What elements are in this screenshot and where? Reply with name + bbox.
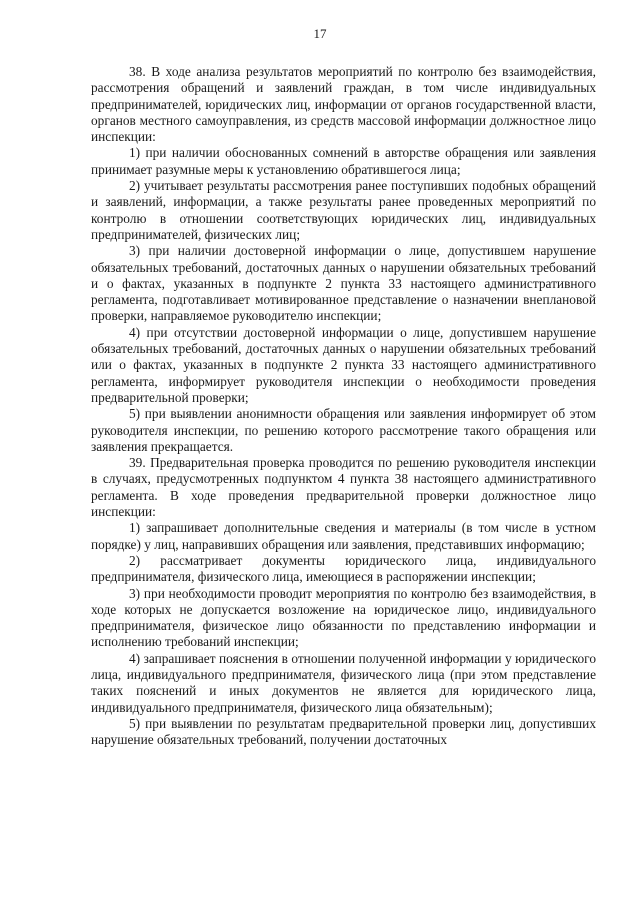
paragraph-38-intro: 38. В ходе анализа результатов мероприятий по контролю без взаимодействия, рассмотрения обращений и заявлений граждан, в том числе индивидуальных предпринимателей, юридических лиц, информации от органов государственной власти, органов местного самоуправления, из средств массовой информации должностное лицо инспекции:	[91, 64, 596, 145]
paragraph-38-item-1: 1) при наличии обоснованных сомнений в авторстве обращения или заявления принимает разумные меры к установлению обратившегося лица;	[91, 145, 596, 177]
paragraph-38-item-2: 2) учитывает результаты рассмотрения ранее поступивших подобных обращений и заявлений, информации, а также результаты ранее проведенных мероприятий по контролю в отношении соответствующих юридических лиц, индивидуальных предпринимателей, физических лиц;	[91, 178, 596, 242]
paragraph-39-item-2: 2) рассматривает документы юридического лица, индивидуального предпринимателя, физического лица, имеющиеся в распоряжении инспекции;	[91, 552, 596, 585]
paragraph-39-item-5: 5) при выявлении по результатам предварительной проверки лиц, допустивших нарушение обязательных требований, получении достаточных	[91, 715, 596, 748]
paragraph-39-item-1: 1) запрашивает дополнительные сведения и материалы (в том числе в устном порядке) у лиц, направивших обращения или заявления, представивших информацию;	[91, 520, 596, 552]
paragraph-38-item-5: 5) при выявлении анонимности обращения или заявления информирует об этом руководителя инспекции, по решению которого рассмотрение такого обращения или заявления прекращается.	[91, 406, 596, 454]
paragraph-39-item-4: 4) запрашивает пояснения в отношении полученной информации у юридического лица, индивидуального предпринимателя, физического лица (при этом представление таких пояснений и иных документов не является для юридического лица, индивидуального предпринимателя, физического лица обязательным);	[91, 650, 596, 715]
paragraph-39-intro: 39. Предварительная проверка проводится по решению руководителя инспекции в случаях, предусмотренных подпунктом 4 пункта 38 настоящего административного регламента. В ходе проведения предварительной проверки должностное лицо инспекции:	[91, 455, 596, 520]
paragraph-38-item-4: 4) при отсутствии достоверной информации о лице, допустившем нарушение обязательных требований, достаточных данных о нарушении обязательных требований или о фактах, указанных в подпункте 2 пункта 33 настоящего административного регламента, информирует руководителя инспекции о необходимости проведения предварительной проверки;	[91, 324, 596, 405]
paragraph-39-item-3: 3) при необходимости проводит мероприятия по контролю без взаимодействия, в ходе которых не допускается возложение на юридическое лицо, индивидуального предпринимателя, физическое лицо обязанности по представлению информации и исполнению требований инспекции;	[91, 585, 596, 650]
document-body	[91, 64, 596, 748]
page-number: 17	[313, 26, 327, 41]
paragraph-38-item-3: 3) при наличии достоверной информации о лице, допустившем нарушение обязательных требований, достаточных данных о нарушении обязательных требований и о фактах, указанных в подпункте 2 пункта 33 настоящего административного регламента, подготавливает мотивированное представление о назначении внеплановой проверки, направляемое руководителю инспекции;	[91, 243, 596, 324]
